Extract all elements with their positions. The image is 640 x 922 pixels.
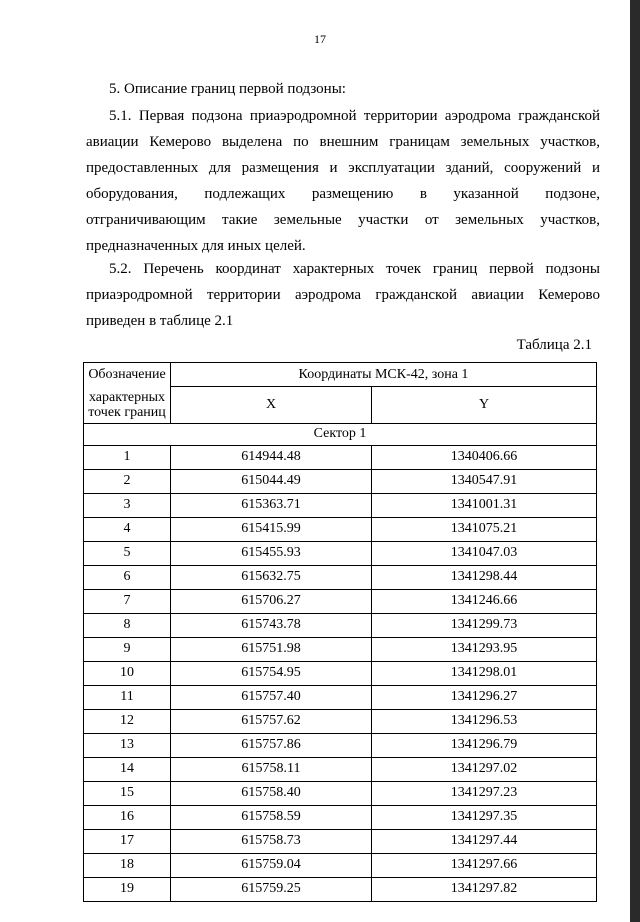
x-coordinate-cell: 615632.75 [171, 565, 372, 589]
table-header-row-2 [84, 387, 597, 424]
y-coordinate-cell: 1341298.01 [372, 661, 597, 685]
coord-system-header: Координаты МСК-42, зона 1 [171, 363, 597, 387]
point-number-cell: 5 [84, 541, 171, 565]
table-header-row-1 [84, 363, 597, 387]
y-coordinate-cell: 1341001.31 [372, 493, 597, 517]
x-coordinate-cell: 615415.99 [171, 517, 372, 541]
y-coordinate-cell: 1341297.23 [372, 781, 597, 805]
coordinates-table [83, 362, 597, 902]
y-coordinate-cell: 1341047.03 [372, 541, 597, 565]
y-coordinate-cell: 1341299.73 [372, 613, 597, 637]
x-coordinate-cell: 615759.25 [171, 877, 372, 901]
scan-edge-shadow [630, 0, 640, 922]
y-coordinate-cell: 1340406.66 [372, 445, 597, 469]
point-number-cell: 2 [84, 469, 171, 493]
y-coordinate-cell: 1341293.95 [372, 637, 597, 661]
y-coordinate-cell: 1341075.21 [372, 517, 597, 541]
x-coordinate-cell: 615758.59 [171, 805, 372, 829]
table-row [84, 469, 597, 493]
point-number-cell: 6 [84, 565, 171, 589]
point-number-cell: 9 [84, 637, 171, 661]
table-caption: Таблица 2.1 [516, 337, 592, 353]
x-column-header: X [171, 387, 372, 424]
table-row [84, 781, 597, 805]
point-number-cell: 14 [84, 757, 171, 781]
point-label-header-bottom: характерных точек границ [84, 387, 171, 424]
point-number-cell: 7 [84, 589, 171, 613]
table-row [84, 565, 597, 589]
y-coordinate-cell: 1341297.66 [372, 853, 597, 877]
point-number-cell: 13 [84, 733, 171, 757]
point-number-cell: 17 [84, 829, 171, 853]
table-row [84, 493, 597, 517]
table-row [84, 637, 597, 661]
x-coordinate-cell: 615757.40 [171, 685, 372, 709]
table-row [84, 757, 597, 781]
point-number-cell: 8 [84, 613, 171, 637]
x-coordinate-cell: 615757.62 [171, 709, 372, 733]
point-number-cell: 4 [84, 517, 171, 541]
x-coordinate-cell: 615743.78 [171, 613, 372, 637]
x-coordinate-cell: 615757.86 [171, 733, 372, 757]
coordinates-table-body [84, 363, 597, 902]
point-number-cell: 16 [84, 805, 171, 829]
point-number-cell: 3 [84, 493, 171, 517]
table-row [84, 877, 597, 901]
x-coordinate-cell: 614944.48 [171, 445, 372, 469]
point-number-cell: 18 [84, 853, 171, 877]
y-coordinate-cell: 1340547.91 [372, 469, 597, 493]
sector-label: Сектор 1 [84, 423, 597, 445]
table-row [84, 589, 597, 613]
table-row [84, 853, 597, 877]
table-row [84, 445, 597, 469]
point-number-cell: 1 [84, 445, 171, 469]
y-coordinate-cell: 1341297.44 [372, 829, 597, 853]
point-number-cell: 10 [84, 661, 171, 685]
table-row [84, 829, 597, 853]
table-row [84, 685, 597, 709]
point-number-cell: 11 [84, 685, 171, 709]
paragraph-5-1: 5.1. Первая подзона приаэродромной территории аэродрома гражданской авиации Кемерово выделена по внешним границам земельных участков, предоставленных для размещения и эксплуатации зданий, сооружений и оборудования, подлежащих размещению в указанной подзоне, отграничивающим такие земельные участки от земельных участков, предназначенных для иных целей. [86, 108, 600, 254]
y-coordinate-cell: 1341297.02 [372, 757, 597, 781]
page-number: 17 [314, 32, 326, 46]
x-coordinate-cell: 615044.49 [171, 469, 372, 493]
y-coordinate-cell: 1341246.66 [372, 589, 597, 613]
sector-row [84, 423, 597, 445]
paragraph-5-2: 5.2. Перечень координат характерных точек границ первой подзоны приаэродромной территории аэродрома гражданской авиации Кемерово приведен в таблице 2.1 [86, 261, 600, 329]
y-coordinate-cell: 1341297.82 [372, 877, 597, 901]
y-coordinate-cell: 1341296.79 [372, 733, 597, 757]
x-coordinate-cell: 615751.98 [171, 637, 372, 661]
x-coordinate-cell: 615758.11 [171, 757, 372, 781]
table-row [84, 733, 597, 757]
x-coordinate-cell: 615706.27 [171, 589, 372, 613]
x-coordinate-cell: 615754.95 [171, 661, 372, 685]
table-row [84, 613, 597, 637]
y-coordinate-cell: 1341296.27 [372, 685, 597, 709]
x-coordinate-cell: 615758.73 [171, 829, 372, 853]
y-coordinate-cell: 1341296.53 [372, 709, 597, 733]
y-coordinate-cell: 1341297.35 [372, 805, 597, 829]
point-label-header-top: Обозначение [84, 363, 171, 387]
point-number-cell: 15 [84, 781, 171, 805]
table-row [84, 805, 597, 829]
y-column-header: Y [372, 387, 597, 424]
point-number-cell: 12 [84, 709, 171, 733]
table-row [84, 541, 597, 565]
x-coordinate-cell: 615758.40 [171, 781, 372, 805]
x-coordinate-cell: 615363.71 [171, 493, 372, 517]
section-heading: 5. Описание границ первой подзоны: [109, 81, 346, 97]
table-row [84, 517, 597, 541]
table-row [84, 709, 597, 733]
table-row [84, 661, 597, 685]
x-coordinate-cell: 615759.04 [171, 853, 372, 877]
point-number-cell: 19 [84, 877, 171, 901]
x-coordinate-cell: 615455.93 [171, 541, 372, 565]
y-coordinate-cell: 1341298.44 [372, 565, 597, 589]
